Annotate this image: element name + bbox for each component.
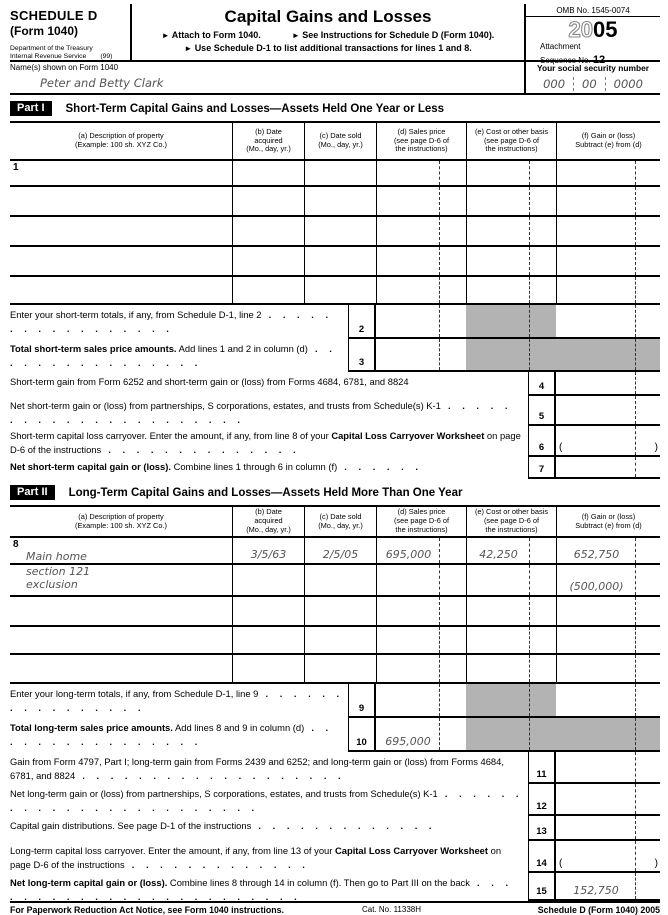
col-header-c: (c) Date sold (Mo., day, yr.) bbox=[304, 123, 376, 159]
line-6-numbox: 6 bbox=[528, 426, 556, 457]
date-sold-cell[interactable] bbox=[304, 538, 376, 563]
description-cell[interactable] bbox=[10, 247, 232, 275]
cents-divider bbox=[635, 627, 636, 653]
cents-divider bbox=[439, 187, 440, 215]
sales-price-cell[interactable] bbox=[376, 161, 466, 185]
dot-leaders: . . . . . . . . . . . . . . . . . . . . . . . . bbox=[10, 788, 524, 814]
gain-loss-cell[interactable] bbox=[556, 627, 660, 653]
table-row bbox=[10, 277, 660, 305]
cost-basis-cell[interactable] bbox=[466, 627, 556, 653]
cents-divider bbox=[439, 627, 440, 653]
line-7-numbox: 7 bbox=[528, 457, 556, 479]
col-header-c: (c) Date sold (Mo., day, yr.) bbox=[304, 507, 376, 536]
line-14-amount-box[interactable] bbox=[556, 841, 660, 873]
close-paren: ) bbox=[654, 858, 658, 869]
sales-price-cell[interactable] bbox=[376, 597, 466, 625]
description-cell[interactable] bbox=[10, 161, 232, 185]
cell-value[interactable]: 3/5/63 bbox=[250, 548, 287, 561]
attachment-sequence: Attachment Sequence No. 12 bbox=[540, 42, 606, 66]
line-4-value[interactable] bbox=[556, 392, 660, 394]
sales-price-cell[interactable] bbox=[376, 217, 466, 245]
line-14-value[interactable] bbox=[556, 869, 660, 871]
line-9-d-cell[interactable] bbox=[376, 684, 466, 718]
description-cell[interactable] bbox=[10, 538, 232, 563]
close-paren: ) bbox=[654, 442, 658, 453]
cost-basis-cell[interactable] bbox=[466, 217, 556, 245]
arrow-icon: ► bbox=[161, 31, 170, 40]
line-5-amount-box[interactable] bbox=[556, 396, 660, 426]
paperwork-notice: For Paperwork Reduction Act Notice, see Form 1040 instructions. bbox=[10, 905, 284, 915]
date-sold-cell[interactable] bbox=[304, 655, 376, 682]
line-15-value[interactable]: 152,750 bbox=[573, 884, 619, 897]
date-sold-cell[interactable] bbox=[304, 597, 376, 625]
form-number: (Form 1040) bbox=[10, 24, 79, 38]
date-sold-cell[interactable] bbox=[304, 565, 376, 595]
cell-value[interactable]: 695,000 bbox=[385, 548, 432, 561]
line-9-numbox: 9 bbox=[348, 684, 376, 718]
line-13-value[interactable] bbox=[556, 837, 660, 839]
part1-chip: Part I bbox=[10, 101, 52, 116]
line-11-amount-box[interactable] bbox=[556, 752, 660, 784]
line-9-e-cell bbox=[466, 684, 556, 718]
col-header-f: (f) Gain or (loss) Subtract (e) from (d) bbox=[556, 507, 660, 536]
cents-divider bbox=[635, 718, 636, 750]
part2-chip: Part II bbox=[10, 485, 55, 500]
dot-leaders: . . . . . . . . . . . . . . . . bbox=[10, 722, 333, 748]
line-13-label: Capital gain distributions. See page D-1 of the instructions . . . . . . . . . . . . . bbox=[10, 820, 437, 831]
form-line-13 bbox=[10, 816, 660, 841]
part1-lines bbox=[10, 305, 660, 479]
gain-loss-cell[interactable] bbox=[556, 187, 660, 215]
cents-divider bbox=[529, 247, 530, 275]
line-4-numbox: 4 bbox=[528, 372, 556, 396]
cents-divider bbox=[529, 684, 530, 716]
cents-divider bbox=[439, 684, 440, 716]
name-input[interactable]: Peter and Betty Clark bbox=[40, 76, 164, 90]
col-header-d: (d) Sales price (see page D-6 of the instructions) bbox=[376, 507, 466, 536]
line-15-numbox: 15 bbox=[528, 873, 556, 901]
cents-divider bbox=[635, 372, 636, 394]
date-acquired-cell[interactable] bbox=[232, 655, 304, 682]
sales-price-cell[interactable] bbox=[376, 277, 466, 303]
cents-divider bbox=[439, 305, 440, 337]
table-row bbox=[10, 655, 660, 684]
dot-leaders: . . . . . . . . . . . . . bbox=[251, 820, 437, 831]
line-7-label: Net short-term capital gain or (loss). Combine lines 1 through 6 in column (f) . . . . . . bbox=[10, 461, 423, 472]
tax-year-suffix: 05 bbox=[593, 17, 618, 42]
cents-divider bbox=[635, 247, 636, 275]
description-cell[interactable] bbox=[10, 565, 232, 595]
cents-divider bbox=[439, 161, 440, 185]
table-row bbox=[10, 187, 660, 217]
part2-title: Long-Term Capital Gains and Losses—Assets Held More Than One Year bbox=[68, 486, 463, 499]
line-number: 8 bbox=[13, 539, 19, 550]
cell-value[interactable]: 2/5/05 bbox=[322, 548, 359, 561]
description-entry[interactable]: section 121 bbox=[26, 565, 91, 578]
department-label: Department of the Treasury Internal Revenue Service (99) bbox=[10, 45, 113, 61]
cents-divider bbox=[635, 841, 636, 871]
table-row bbox=[10, 627, 660, 655]
dot-leaders: . . . . . . . . . . . . . . . . . bbox=[10, 309, 333, 335]
form-line-15 bbox=[10, 873, 660, 901]
open-paren: ( bbox=[559, 442, 563, 453]
gain-loss-cell[interactable] bbox=[556, 247, 660, 275]
omb-number: OMB No. 1545-0074 bbox=[526, 4, 660, 17]
cents-divider bbox=[529, 339, 530, 370]
cents-divider bbox=[439, 565, 440, 595]
cents-divider bbox=[635, 187, 636, 215]
line-14-label: Long-term capital loss carryover. Enter the amount, if any, from line 13 of your Capital Loss Carryover Worksheet on page D-6 of the instructions . . . . . . . . . . . . . bbox=[10, 845, 502, 871]
form-title: Capital Gains and Losses bbox=[224, 7, 432, 26]
cell-value[interactable]: (500,000) bbox=[569, 580, 624, 593]
ssn-block bbox=[524, 62, 660, 93]
arrow-icon: ► bbox=[184, 44, 193, 53]
form-footer-id: Schedule D (Form 1040) 2005 bbox=[537, 905, 660, 915]
cost-basis-cell[interactable] bbox=[466, 538, 556, 563]
col-header-d: (d) Sales price (see page D-6 of the instructions) bbox=[376, 123, 466, 159]
name-field-block bbox=[10, 62, 524, 93]
cents-divider bbox=[635, 684, 636, 716]
tax-year bbox=[526, 18, 660, 42]
cents-divider bbox=[635, 597, 636, 625]
description-cell[interactable] bbox=[10, 217, 232, 245]
form-line-12 bbox=[10, 784, 660, 816]
cell-value[interactable]: 652,750 bbox=[573, 548, 620, 561]
sales-price-cell[interactable] bbox=[376, 247, 466, 275]
date-acquired-cell[interactable] bbox=[232, 247, 304, 275]
catalog-number: Cat. No. 11338H bbox=[362, 905, 421, 914]
form-header bbox=[10, 4, 660, 66]
cents-divider bbox=[529, 538, 530, 563]
arrow-icon: ► bbox=[291, 31, 300, 40]
description-cell[interactable] bbox=[10, 277, 232, 303]
description-entry[interactable]: Main home bbox=[26, 550, 87, 563]
col-header-b: (b) Date acquired (Mo., day, yr.) bbox=[232, 123, 304, 159]
form-line-3 bbox=[10, 339, 660, 372]
date-acquired-cell[interactable] bbox=[232, 217, 304, 245]
cost-basis-cell[interactable] bbox=[466, 277, 556, 303]
sales-price-cell[interactable] bbox=[376, 627, 466, 653]
dot-leaders: . . . . . . . . . . . . . . . . . . . . . . . . bbox=[10, 877, 513, 903]
line-11-numbox: 11 bbox=[528, 752, 556, 784]
cents-divider bbox=[529, 627, 530, 653]
form-line-6 bbox=[10, 426, 660, 457]
date-sold-cell[interactable] bbox=[304, 187, 376, 215]
date-acquired-cell[interactable] bbox=[232, 565, 304, 595]
omb-block bbox=[524, 4, 660, 66]
line-7-value[interactable] bbox=[556, 475, 660, 477]
cents-divider bbox=[529, 187, 530, 215]
cents-divider bbox=[635, 873, 636, 899]
form-line-10 bbox=[10, 718, 660, 752]
col-header-a: (a) Description of property (Example: 100 sh. XYZ Co.) bbox=[74, 131, 167, 149]
cents-divider bbox=[439, 718, 440, 750]
gain-loss-cell[interactable] bbox=[556, 597, 660, 625]
line-12-amount-box[interactable] bbox=[556, 784, 660, 816]
form-title-block bbox=[132, 4, 524, 60]
cents-divider bbox=[439, 597, 440, 625]
cents-divider bbox=[529, 565, 530, 595]
sales-price-cell[interactable] bbox=[376, 538, 466, 563]
dot-leaders: . . . . . . . . . . . . . . . . . . . bbox=[75, 770, 346, 782]
date-acquired-cell[interactable] bbox=[232, 161, 304, 185]
cents-divider bbox=[635, 655, 636, 682]
cents-divider bbox=[439, 655, 440, 682]
dot-leaders: . . . . . . bbox=[337, 461, 423, 472]
sales-price-cell[interactable] bbox=[376, 655, 466, 682]
dot-leaders: . . . . . . . . . . . . . . . . bbox=[10, 688, 344, 714]
line-6-label: Short-term capital loss carryover. Enter the amount, if any, from line 8 of your Capital Loss Carryover Worksheet on page D-6 of the instructions . . . . . . . . . . . . . . bbox=[10, 430, 521, 456]
col-header-e: (e) Cost or other basis (see page D-6 of the instructions) bbox=[466, 123, 556, 159]
cents-divider bbox=[529, 718, 530, 750]
cents-divider bbox=[635, 161, 636, 185]
line-5-label: Net short-term gain or (loss) from partnerships, S corporations, estates, and trusts from Schedule(s) K-1 . . . . . . . . . . . . . . . . . . . . . . bbox=[10, 400, 512, 426]
cost-basis-cell[interactable] bbox=[466, 161, 556, 185]
cents-divider bbox=[439, 247, 440, 275]
part2-table-grid bbox=[10, 505, 660, 684]
cents-divider bbox=[439, 217, 440, 245]
line-9-label: Enter your long-term totals, if any, from Schedule D-1, line 9 . . . . . . . . . . . . . . . . bbox=[10, 688, 344, 714]
line-7-amount-box[interactable] bbox=[556, 457, 660, 479]
line-11-value[interactable] bbox=[556, 780, 660, 782]
col-header-f: (f) Gain or (loss) Subtract (e) from (d) bbox=[556, 123, 660, 159]
line-2-numbox: 2 bbox=[348, 305, 376, 339]
table-row bbox=[10, 161, 660, 187]
cents-divider bbox=[635, 305, 636, 337]
column-header-row bbox=[10, 123, 660, 161]
form-line-4 bbox=[10, 372, 660, 396]
line-10-label: Total long-term sales price amounts. Add lines 8 and 9 in column (d) . . . . . . . . . . . . . . . . bbox=[10, 722, 333, 748]
ssn-input[interactable] bbox=[526, 77, 660, 91]
date-acquired-cell[interactable] bbox=[232, 538, 304, 563]
form-line-7 bbox=[10, 457, 660, 479]
line-11-label: Gain from Form 4797, Part I; long-term gain from Forms 2439 and 6252; and long-term gain or (loss) from Forms 4684, 6781, and 8824 . . . . . . . . . . . . . . . . . . . bbox=[10, 756, 504, 782]
col-header-b: (b) Date acquired (Mo., day, yr.) bbox=[232, 507, 304, 536]
gain-loss-cell[interactable] bbox=[556, 217, 660, 245]
line-2-d-cell[interactable] bbox=[376, 305, 466, 339]
line-3-f-cell bbox=[556, 339, 660, 372]
sales-price-cell[interactable] bbox=[376, 565, 466, 595]
line-3-d-cell[interactable] bbox=[376, 339, 466, 372]
ssn-part-2[interactable]: 00 bbox=[573, 77, 605, 91]
line-3-label: Total short-term sales price amounts. Add lines 1 and 2 in column (d) . . . . . . . . . . . . . . . . bbox=[10, 343, 337, 369]
part2-lines bbox=[10, 684, 660, 901]
gain-loss-cell[interactable] bbox=[556, 538, 660, 563]
line-5-value[interactable] bbox=[556, 422, 660, 424]
line-12-value[interactable] bbox=[556, 812, 660, 814]
gain-loss-cell[interactable] bbox=[556, 655, 660, 682]
line-12-numbox: 12 bbox=[528, 784, 556, 816]
line-13-numbox: 13 bbox=[528, 816, 556, 841]
line-13-amount-box[interactable] bbox=[556, 816, 660, 841]
cents-divider bbox=[635, 752, 636, 782]
line-6-value[interactable] bbox=[556, 453, 660, 455]
date-sold-cell[interactable] bbox=[304, 277, 376, 303]
line-6-amount-box[interactable] bbox=[556, 426, 660, 457]
gain-loss-cell[interactable] bbox=[556, 277, 660, 303]
cents-divider bbox=[635, 538, 636, 563]
cents-divider bbox=[529, 161, 530, 185]
description-cell[interactable] bbox=[10, 187, 232, 215]
date-acquired-cell[interactable] bbox=[232, 187, 304, 215]
form-line-14 bbox=[10, 841, 660, 873]
cents-divider bbox=[529, 597, 530, 625]
date-sold-cell[interactable] bbox=[304, 161, 376, 185]
ssn-part-3[interactable]: 0000 bbox=[605, 77, 651, 91]
date-sold-cell[interactable] bbox=[304, 627, 376, 653]
part1-title: Short-Term Capital Gains and Losses—Assets Held One Year or Less bbox=[65, 102, 445, 115]
line-2-label: Enter your short-term totals, if any, from Schedule D-1, line 2 . . . . . . . . . . . . . . . . . bbox=[10, 309, 333, 335]
description-entry[interactable]: exclusion bbox=[26, 578, 78, 592]
line-14-numbox: 14 bbox=[528, 841, 556, 873]
tax-year-prefix: 20 bbox=[568, 17, 593, 42]
cents-divider bbox=[529, 655, 530, 682]
instruction-line-2: ► Use Schedule D-1 to list additional transactions for lines 1 and 8. bbox=[184, 43, 472, 53]
cents-divider bbox=[635, 816, 636, 839]
cents-divider bbox=[635, 277, 636, 303]
line-2-e-cell bbox=[466, 305, 556, 339]
line-12-label: Net long-term gain or (loss) from partnerships, S corporations, estates, and trusts from Schedule(s) K-1 . . . . . . . . . . . . . . . . . . . . . . . . bbox=[10, 788, 524, 814]
line-4-label: Short-term gain from Form 6252 and short-term gain or (loss) from Forms 4684, 6781, and 8824 bbox=[10, 376, 409, 387]
cents-divider bbox=[635, 217, 636, 245]
date-acquired-cell[interactable] bbox=[232, 627, 304, 653]
line-2-f-cell[interactable] bbox=[556, 305, 660, 339]
part1-table bbox=[10, 121, 660, 305]
col-header-a: (a) Description of property (Example: 100 sh. XYZ Co.) bbox=[74, 511, 167, 530]
cents-divider bbox=[439, 277, 440, 303]
line-5-numbox: 5 bbox=[528, 396, 556, 426]
sequence-number: 12 bbox=[592, 53, 606, 66]
table-row bbox=[10, 217, 660, 247]
schedule-label: SCHEDULE D bbox=[10, 8, 98, 23]
cost-basis-cell[interactable] bbox=[466, 597, 556, 625]
ssn-label: Your social security number bbox=[536, 63, 649, 73]
cost-basis-cell[interactable] bbox=[466, 247, 556, 275]
cents-divider bbox=[635, 784, 636, 814]
description-cell[interactable] bbox=[10, 597, 232, 625]
cost-basis-cell[interactable] bbox=[466, 655, 556, 682]
line-15-label: Net long-term capital gain or (loss). Combine lines 8 through 14 in column (f). Then go to Part III on the back . . . . . . . . . . . . . . . . . . . . . . . . bbox=[10, 877, 513, 903]
cents-divider bbox=[635, 396, 636, 424]
table-row bbox=[10, 597, 660, 627]
instruction-line-1: ► Attach to Form 1040. ► See Instructions for Schedule D (Form 1040). bbox=[161, 30, 495, 40]
line-15-amount-box[interactable] bbox=[556, 873, 660, 901]
line-3-e-cell bbox=[466, 339, 556, 372]
cents-divider bbox=[529, 305, 530, 337]
part1-table-grid bbox=[10, 121, 660, 305]
name-row bbox=[10, 62, 660, 95]
gain-loss-cell[interactable] bbox=[556, 161, 660, 185]
cents-divider bbox=[635, 339, 636, 370]
form-line-11 bbox=[10, 752, 660, 784]
form-line-5 bbox=[10, 396, 660, 426]
dot-leaders: . . . . . . . . . . . . . . . . . . . . . . bbox=[10, 400, 512, 426]
ssn-part-1[interactable]: 000 bbox=[543, 77, 566, 91]
description-cell[interactable] bbox=[10, 655, 232, 682]
line-number: 1 bbox=[13, 162, 19, 173]
description-cell[interactable] bbox=[10, 627, 232, 653]
line-10-d-cell[interactable] bbox=[376, 718, 466, 752]
cents-divider bbox=[635, 565, 636, 595]
table-row bbox=[10, 565, 660, 597]
open-paren: ( bbox=[559, 858, 563, 869]
table-row bbox=[10, 538, 660, 565]
cents-divider bbox=[439, 538, 440, 563]
dot-leaders: . . . . . . . . . . . . . bbox=[124, 859, 310, 871]
date-sold-cell[interactable] bbox=[304, 247, 376, 275]
cents-divider bbox=[529, 217, 530, 245]
form-line-2 bbox=[10, 305, 660, 339]
table-row bbox=[10, 247, 660, 277]
cents-divider bbox=[635, 426, 636, 455]
form-id-block bbox=[10, 4, 132, 60]
column-header-row bbox=[10, 507, 660, 538]
col-header-e: (e) Cost or other basis (see page D-6 of the instructions) bbox=[466, 507, 556, 536]
cost-basis-cell[interactable] bbox=[466, 187, 556, 215]
line-3-numbox: 3 bbox=[348, 339, 376, 372]
cost-basis-cell[interactable] bbox=[466, 565, 556, 595]
form-line-9 bbox=[10, 684, 660, 718]
cents-divider bbox=[635, 457, 636, 477]
line-10-f-cell bbox=[556, 718, 660, 752]
line-10-numbox: 10 bbox=[348, 718, 376, 752]
cents-divider bbox=[529, 277, 530, 303]
dot-leaders: . . . . . . . . . . . . . . . . bbox=[10, 343, 337, 369]
cell-value[interactable]: 42,250 bbox=[479, 548, 518, 561]
part1-bar bbox=[10, 100, 660, 117]
date-sold-cell[interactable] bbox=[304, 217, 376, 245]
part2-bar bbox=[10, 484, 660, 501]
date-acquired-cell[interactable] bbox=[232, 277, 304, 303]
line-9-f-cell[interactable] bbox=[556, 684, 660, 718]
cents-divider bbox=[439, 339, 440, 370]
line-4-amount-box[interactable] bbox=[556, 372, 660, 396]
gain-loss-cell[interactable] bbox=[556, 565, 660, 595]
name-label: Name(s) shown on Form 1040 bbox=[10, 63, 119, 72]
part2-table bbox=[10, 505, 660, 684]
line-10-value[interactable]: 695,000 bbox=[385, 735, 431, 748]
dot-leaders: . . . . . . . . . . . . . . bbox=[101, 444, 301, 456]
date-acquired-cell[interactable] bbox=[232, 597, 304, 625]
dept-code: (99) bbox=[100, 53, 113, 61]
line-10-e-cell bbox=[466, 718, 556, 752]
sales-price-cell[interactable] bbox=[376, 187, 466, 215]
